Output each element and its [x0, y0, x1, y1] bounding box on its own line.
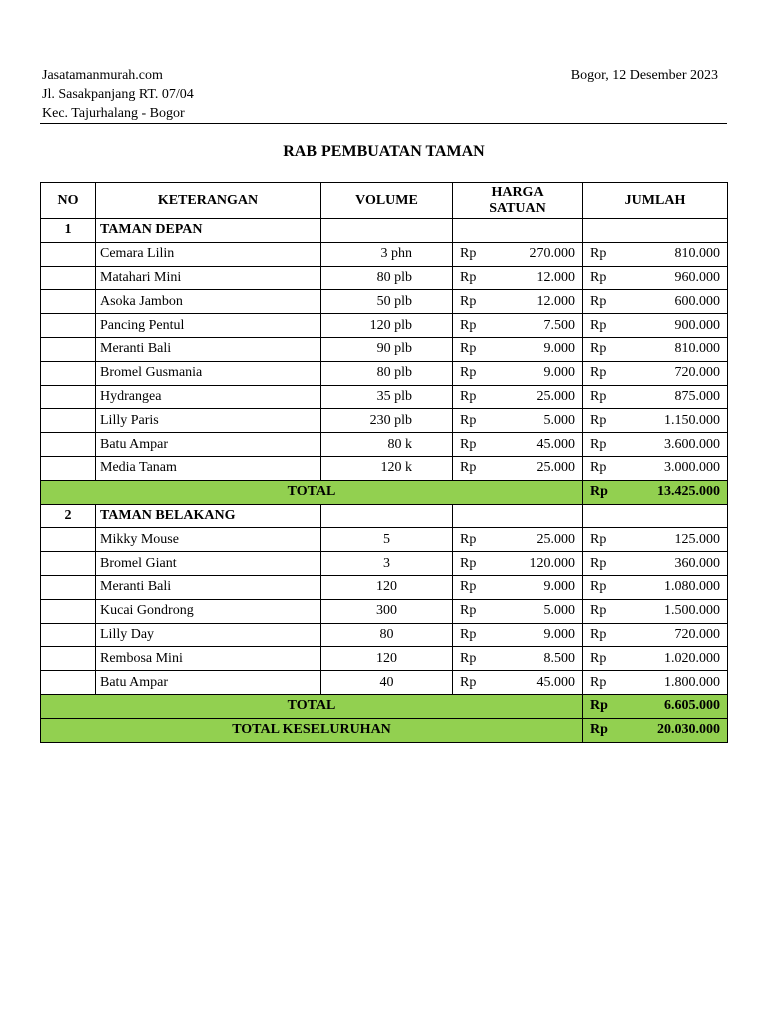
- price-currency: Rp: [453, 242, 495, 266]
- amount-currency: Rp: [583, 552, 625, 576]
- price-currency: Rp: [453, 552, 495, 576]
- item-name: Lilly Paris: [96, 409, 321, 433]
- item-name: Bromel Giant: [96, 552, 321, 576]
- table-row: [41, 623, 728, 647]
- table-row: [41, 575, 728, 599]
- item-amount: 900.000: [625, 314, 728, 338]
- item-name: Meranti Bali: [96, 337, 321, 361]
- item-name: Media Tanam: [96, 456, 321, 480]
- item-volume: 120: [321, 647, 453, 671]
- item-name: Rembosa Mini: [96, 647, 321, 671]
- item-volume: 35 plb: [321, 385, 453, 409]
- item-price: 25.000: [495, 456, 583, 480]
- item-name: Matahari Mini: [96, 266, 321, 290]
- item-amount: 1.020.000: [625, 647, 728, 671]
- amount-currency: Rp: [583, 456, 625, 480]
- header-harga-line2: SATUAN: [489, 200, 546, 216]
- item-no-cell: [41, 361, 96, 385]
- amount-currency: Rp: [583, 409, 625, 433]
- item-price: 9.000: [495, 361, 583, 385]
- empty-cell: [321, 504, 453, 528]
- amount-currency: Rp: [583, 242, 625, 266]
- item-amount: 720.000: [625, 361, 728, 385]
- item-name: Lilly Day: [96, 623, 321, 647]
- table-row: [41, 361, 728, 385]
- price-currency: Rp: [453, 671, 495, 695]
- item-no-cell: [41, 575, 96, 599]
- item-no-cell: [41, 266, 96, 290]
- item-amount: 360.000: [625, 552, 728, 576]
- section-header-row: [41, 219, 728, 243]
- header-volume: VOLUME: [321, 183, 453, 219]
- item-amount: 3.600.000: [625, 433, 728, 457]
- item-name: Pancing Pentul: [96, 314, 321, 338]
- amount-currency: Rp: [583, 671, 625, 695]
- empty-cell: [321, 219, 453, 243]
- table-row: [41, 599, 728, 623]
- company-name: Jasatamanmurah.com: [42, 68, 163, 83]
- item-amount: 810.000: [625, 337, 728, 361]
- table-header-row: [41, 183, 728, 219]
- section-total-label: TOTAL: [41, 480, 583, 504]
- table-row: [41, 242, 728, 266]
- item-volume: 120: [321, 575, 453, 599]
- item-name: Hydrangea: [96, 385, 321, 409]
- item-no-cell: [41, 337, 96, 361]
- table-row: [41, 337, 728, 361]
- grand-total-amount: 20.030.000: [625, 718, 728, 742]
- item-name: Mikky Mouse: [96, 528, 321, 552]
- amount-currency: Rp: [583, 385, 625, 409]
- item-amount: 810.000: [625, 242, 728, 266]
- item-amount: 3.000.000: [625, 456, 728, 480]
- document-header: [42, 66, 726, 123]
- table-row: [41, 552, 728, 576]
- header-harga-line1: HARGA: [491, 184, 544, 200]
- item-no-cell: [41, 409, 96, 433]
- total-currency: Rp: [583, 694, 625, 718]
- item-name: Batu Ampar: [96, 433, 321, 457]
- grand-total-currency: Rp: [583, 718, 625, 742]
- section-name: TAMAN BELAKANG: [96, 504, 321, 528]
- item-name: Bromel Gusmania: [96, 361, 321, 385]
- item-no-cell: [41, 385, 96, 409]
- section-total-row: [41, 694, 728, 718]
- item-no-cell: [41, 290, 96, 314]
- item-volume: 5: [321, 528, 453, 552]
- empty-cell: [583, 219, 728, 243]
- price-currency: Rp: [453, 266, 495, 290]
- price-currency: Rp: [453, 623, 495, 647]
- place-date: Bogor, 12 Desember 2023: [570, 68, 718, 83]
- amount-currency: Rp: [583, 599, 625, 623]
- table-body: [41, 219, 728, 743]
- section-name: TAMAN DEPAN: [96, 219, 321, 243]
- section-number: 1: [41, 219, 96, 243]
- amount-currency: Rp: [583, 647, 625, 671]
- item-price: 45.000: [495, 671, 583, 695]
- item-price: 270.000: [495, 242, 583, 266]
- section-total-amount: 13.425.000: [625, 480, 728, 504]
- table-row: [41, 314, 728, 338]
- empty-cell: [453, 504, 583, 528]
- item-price: 25.000: [495, 385, 583, 409]
- header-no: NO: [41, 183, 96, 219]
- header-keterangan: KETERANGAN: [96, 183, 321, 219]
- item-price: 45.000: [495, 433, 583, 457]
- item-volume: 3 phn: [321, 242, 453, 266]
- price-currency: Rp: [453, 599, 495, 623]
- table-row: [41, 409, 728, 433]
- item-volume: 80 plb: [321, 266, 453, 290]
- section-total-label: TOTAL: [41, 694, 583, 718]
- item-name: Cemara Lilin: [96, 242, 321, 266]
- table-row: [41, 456, 728, 480]
- item-amount: 1.150.000: [625, 409, 728, 433]
- item-volume: 80 plb: [321, 361, 453, 385]
- item-volume: 120 k: [321, 456, 453, 480]
- table-row: [41, 290, 728, 314]
- item-price: 120.000: [495, 552, 583, 576]
- item-amount: 1.800.000: [625, 671, 728, 695]
- item-volume: 230 plb: [321, 409, 453, 433]
- price-currency: Rp: [453, 528, 495, 552]
- company-address: Jl. Sasakpanjang RT. 07/04: [42, 87, 194, 102]
- amount-currency: Rp: [583, 623, 625, 647]
- price-currency: Rp: [453, 385, 495, 409]
- price-currency: Rp: [453, 361, 495, 385]
- item-name: Meranti Bali: [96, 575, 321, 599]
- price-currency: Rp: [453, 314, 495, 338]
- item-price: 9.000: [495, 337, 583, 361]
- grand-total-label: TOTAL KESELURUHAN: [41, 718, 583, 742]
- item-price: 12.000: [495, 290, 583, 314]
- section-total-row: [41, 480, 728, 504]
- item-amount: 720.000: [625, 623, 728, 647]
- item-amount: 960.000: [625, 266, 728, 290]
- item-volume: 80: [321, 623, 453, 647]
- item-price: 5.000: [495, 409, 583, 433]
- item-volume: 40: [321, 671, 453, 695]
- amount-currency: Rp: [583, 575, 625, 599]
- table-row: [41, 528, 728, 552]
- price-currency: Rp: [453, 647, 495, 671]
- item-no-cell: [41, 528, 96, 552]
- item-volume: 3: [321, 552, 453, 576]
- item-volume: 50 plb: [321, 290, 453, 314]
- empty-cell: [583, 504, 728, 528]
- item-price: 5.000: [495, 599, 583, 623]
- price-currency: Rp: [453, 337, 495, 361]
- item-price: 8.500: [495, 647, 583, 671]
- price-currency: Rp: [453, 409, 495, 433]
- header-divider: [40, 123, 727, 124]
- item-no-cell: [41, 671, 96, 695]
- item-price: 9.000: [495, 623, 583, 647]
- amount-currency: Rp: [583, 361, 625, 385]
- item-no-cell: [41, 599, 96, 623]
- item-volume: 300: [321, 599, 453, 623]
- item-no-cell: [41, 242, 96, 266]
- table-row: [41, 266, 728, 290]
- amount-currency: Rp: [583, 528, 625, 552]
- item-volume: 120 plb: [321, 314, 453, 338]
- amount-currency: Rp: [583, 433, 625, 457]
- price-currency: Rp: [453, 433, 495, 457]
- section-header-row: [41, 504, 728, 528]
- price-currency: Rp: [453, 290, 495, 314]
- item-amount: 1.500.000: [625, 599, 728, 623]
- item-price: 7.500: [495, 314, 583, 338]
- item-no-cell: [41, 314, 96, 338]
- table-row: [41, 647, 728, 671]
- header-jumlah: JUMLAH: [583, 183, 728, 219]
- item-amount: 125.000: [625, 528, 728, 552]
- item-amount: 1.080.000: [625, 575, 728, 599]
- table-row: [41, 385, 728, 409]
- item-volume: 90 plb: [321, 337, 453, 361]
- item-name: Asoka Jambon: [96, 290, 321, 314]
- price-currency: Rp: [453, 575, 495, 599]
- item-amount: 875.000: [625, 385, 728, 409]
- total-currency: Rp: [583, 480, 625, 504]
- rab-table: [40, 182, 728, 743]
- item-name: Kucai Gondrong: [96, 599, 321, 623]
- item-amount: 600.000: [625, 290, 728, 314]
- amount-currency: Rp: [583, 290, 625, 314]
- item-price: 9.000: [495, 575, 583, 599]
- grand-total-row: [41, 718, 728, 742]
- empty-cell: [453, 219, 583, 243]
- item-no-cell: [41, 433, 96, 457]
- item-no-cell: [41, 647, 96, 671]
- item-price: 25.000: [495, 528, 583, 552]
- item-price: 12.000: [495, 266, 583, 290]
- header-harga-satuan: [453, 183, 583, 219]
- item-volume: 80 k: [321, 433, 453, 457]
- price-currency: Rp: [453, 456, 495, 480]
- item-no-cell: [41, 456, 96, 480]
- table-row: [41, 671, 728, 695]
- section-total-amount: 6.605.000: [625, 694, 728, 718]
- item-no-cell: [41, 552, 96, 576]
- item-no-cell: [41, 623, 96, 647]
- amount-currency: Rp: [583, 337, 625, 361]
- document-title: RAB PEMBUATAN TAMAN: [283, 143, 485, 160]
- amount-currency: Rp: [583, 314, 625, 338]
- company-district: Kec. Tajurhalang - Bogor: [42, 106, 185, 121]
- item-name: Batu Ampar: [96, 671, 321, 695]
- table-row: [41, 433, 728, 457]
- amount-currency: Rp: [583, 266, 625, 290]
- section-number: 2: [41, 504, 96, 528]
